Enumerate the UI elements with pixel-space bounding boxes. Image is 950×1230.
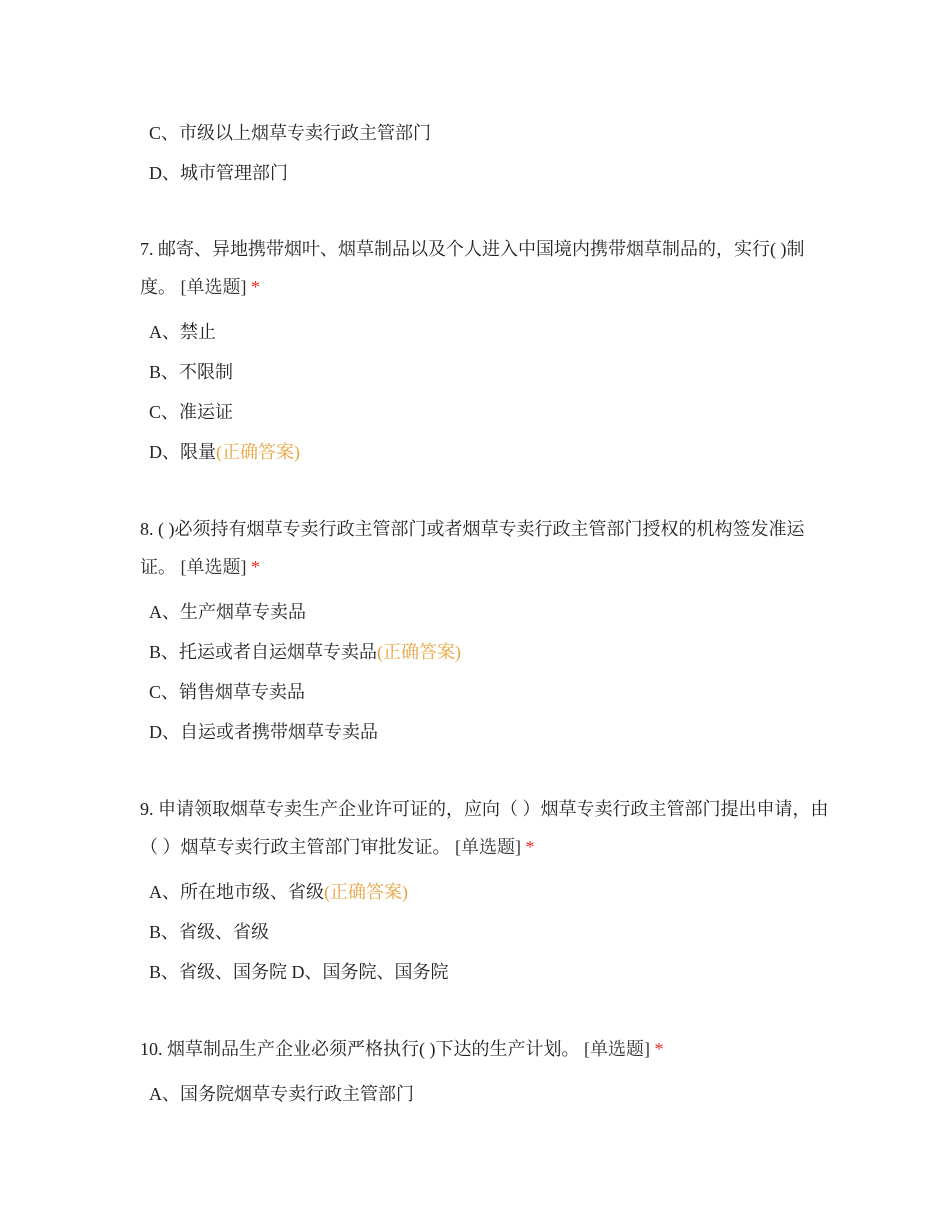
option-text: A、生产烟草专卖品 [149, 602, 306, 622]
question-text: 10. 烟草制品生产企业必须严格执行( )下达的生产计划。 [140, 1039, 580, 1059]
required-asterisk: * [251, 557, 260, 577]
correct-answer-mark: (正确答案) [216, 442, 300, 462]
question-7 [140, 230, 830, 472]
question-type-label: [单选题] [180, 557, 247, 577]
required-asterisk: * [251, 277, 260, 297]
option-c[interactable] [140, 113, 830, 153]
question-type-label: [单选题] [455, 837, 521, 857]
option-b[interactable] [140, 912, 830, 952]
question-8 [140, 510, 830, 752]
question-10 [140, 1030, 830, 1114]
option-b[interactable] [140, 352, 830, 392]
question-title [140, 790, 830, 866]
question-title [140, 1030, 830, 1068]
question-type-label: [单选题] [180, 277, 247, 297]
option-text: D、自运或者携带烟草专卖品 [149, 722, 378, 742]
option-d[interactable] [140, 712, 830, 752]
option-list [140, 872, 830, 992]
option-a[interactable] [140, 1074, 830, 1114]
option-b[interactable] [140, 632, 830, 672]
option-text: A、所在地市级、省级 [149, 882, 324, 902]
option-list [140, 592, 830, 752]
option-text: B、托运或者自运烟草专卖品 [149, 642, 378, 662]
option-c[interactable] [140, 672, 830, 712]
question-title [140, 510, 830, 586]
option-b-d-combined[interactable] [140, 952, 830, 992]
option-text: A、禁止 [149, 322, 216, 342]
option-d[interactable] [140, 432, 830, 472]
question-text: 7. 邮寄、异地携带烟叶、烟草制品以及个人进入中国境内携带烟草制品的，实行( )制度。 [140, 239, 805, 297]
option-d[interactable] [140, 153, 830, 193]
option-text: C、准运证 [149, 402, 234, 422]
option-text: C、市级以上烟草专卖行政主管部门 [149, 123, 432, 143]
option-list [140, 1074, 830, 1114]
question-text: 9. 申请领取烟草专卖生产企业许可证的，应向（ ）烟草专卖行政主管部门提出申请，由（ ）烟草专卖行政主管部门审批发证。 [140, 799, 829, 857]
option-list [140, 113, 830, 193]
option-c[interactable] [140, 392, 830, 432]
option-text: D、城市管理部门 [149, 163, 288, 183]
question-title [140, 230, 830, 306]
option-text: C、销售烟草专卖品 [149, 682, 306, 702]
option-text: D、限量 [149, 442, 216, 462]
option-text: B、不限制 [149, 362, 234, 382]
required-asterisk: * [654, 1039, 664, 1059]
question-text: 8. ( )必须持有烟草专卖行政主管部门或者烟草专卖行政主管部门授权的机构签发准运证。 [140, 519, 805, 577]
option-text: B、省级、国务院 D、国务院、国务院 [149, 962, 449, 982]
question-9 [140, 790, 830, 992]
option-text: B、省级、省级 [149, 922, 270, 942]
question-6-continuation [140, 113, 830, 193]
option-a[interactable] [140, 592, 830, 632]
correct-answer-mark: (正确答案) [324, 882, 408, 902]
option-list [140, 312, 830, 472]
correct-answer-mark: (正确答案) [377, 642, 462, 662]
option-a[interactable] [140, 312, 830, 352]
required-asterisk: * [525, 837, 535, 857]
question-type-label: [单选题] [584, 1039, 650, 1059]
option-text: A、国务院烟草专卖行政主管部门 [149, 1084, 414, 1104]
option-a[interactable] [140, 872, 830, 912]
